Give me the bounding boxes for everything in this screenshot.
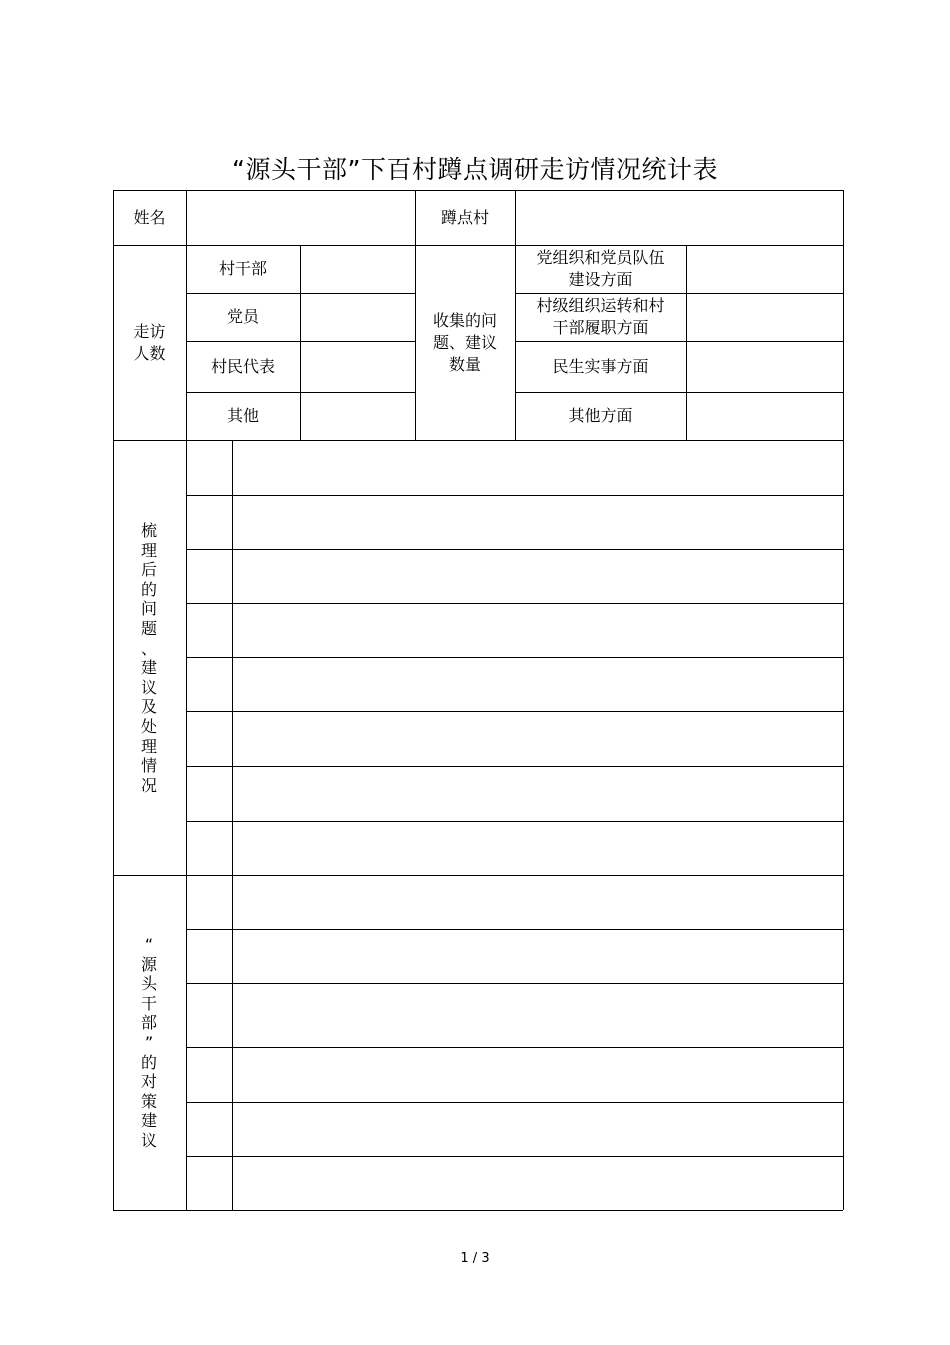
vertical-label-char: ”	[144, 1032, 154, 1052]
table-row-line	[186, 711, 843, 712]
visit-row-label-other: 其他	[226, 406, 259, 425]
section-issues-label	[137, 521, 161, 795]
table-row-line	[186, 495, 843, 496]
vertical-label-char: 问	[140, 599, 157, 619]
vertical-label-char: 的	[140, 579, 157, 599]
vertical-label-char: 理	[140, 540, 157, 560]
vertical-label-char: 议	[140, 1130, 157, 1150]
vertical-label-char: 头	[140, 974, 157, 994]
aspect-count-cell[interactable]	[686, 293, 843, 341]
visit-count-cell[interactable]	[300, 392, 415, 440]
visit-count-cell[interactable]	[300, 293, 415, 341]
visit-row-label-party-member: 党员	[226, 307, 259, 326]
vertical-label-char: 况	[140, 775, 157, 795]
aspect-livelihood: 民生实事方面	[552, 356, 649, 376]
vertical-label-char: 部	[140, 1013, 157, 1033]
page-number: 1 / 3	[460, 1251, 490, 1266]
vertical-label-char: 建	[140, 1111, 157, 1131]
aspect-label-line1: 党组织和党员队伍	[536, 248, 665, 267]
issues-group-label	[415, 245, 515, 440]
table-row-line	[186, 983, 843, 984]
visit-row-label-villager-rep: 村民代表	[210, 356, 275, 376]
aspect-label-line1: 村级组织运转和村	[536, 296, 665, 315]
table-row-line	[186, 549, 843, 550]
aspect-label-line2: 干部履职方面	[552, 318, 649, 337]
name-value-cell[interactable]	[186, 190, 415, 245]
issues-group-label-line1: 收集的问	[432, 310, 497, 330]
table-row-line	[186, 1102, 843, 1103]
aspect-count-cell[interactable]	[686, 392, 843, 440]
issues-group-label-line2: 题、建议	[432, 332, 497, 352]
vertical-label-char: 源	[140, 954, 157, 974]
table-row-line	[113, 875, 843, 876]
vertical-label-char: 理	[140, 736, 157, 756]
name-label: 姓名	[133, 207, 166, 227]
table-row-line	[113, 440, 843, 441]
visits-group-label-line2: 人数	[133, 343, 166, 363]
vertical-label-char: 情	[140, 756, 157, 776]
table-row-line	[186, 657, 843, 658]
vertical-label-char: 对	[140, 1072, 157, 1092]
vertical-label-char: 后	[140, 560, 157, 580]
table-row-line	[186, 766, 843, 767]
village-value-cell[interactable]	[515, 190, 843, 245]
village-label: 蹲点村	[440, 207, 489, 227]
table-row-line	[186, 1156, 843, 1157]
vertical-label-char: 处	[140, 716, 157, 736]
aspect-count-cell[interactable]	[686, 245, 843, 293]
table-row-line	[186, 821, 843, 822]
vertical-label-char: 策	[140, 1091, 157, 1111]
table-row-line	[186, 1047, 843, 1048]
page-title: “源头干部”下百村蹲点调研走访情况统计表	[232, 155, 718, 184]
vertical-label-char: 及	[140, 697, 157, 717]
vertical-label-char: 干	[140, 993, 157, 1013]
table-row-line	[186, 603, 843, 604]
visits-group-label	[113, 245, 186, 440]
table-border-bottom	[113, 1210, 843, 1211]
aspect-label-line2: 建设方面	[568, 270, 633, 289]
vertical-label-char: 的	[140, 1052, 157, 1072]
visits-group-label-line1: 走访	[133, 321, 166, 341]
table-border-right	[843, 190, 844, 1210]
vertical-label-char: 梳	[140, 521, 157, 540]
visit-row-label-village-cadre: 村干部	[218, 259, 267, 278]
vertical-label-char: 议	[140, 677, 157, 697]
aspect-party-building	[515, 245, 686, 293]
vertical-label-char: 题	[140, 618, 157, 638]
table-row-line	[186, 929, 843, 930]
vertical-label-char: “	[144, 935, 154, 954]
vertical-label-char: 建	[140, 658, 157, 678]
table-col-line	[232, 440, 233, 1210]
visit-count-cell[interactable]	[300, 341, 415, 392]
issues-group-label-line3: 数量	[448, 354, 481, 374]
section-suggestions-label	[137, 935, 161, 1151]
aspect-other: 其他方面	[568, 406, 633, 425]
visit-count-cell[interactable]	[300, 245, 415, 293]
aspect-count-cell[interactable]	[686, 341, 843, 392]
aspect-village-operation	[515, 293, 686, 341]
vertical-label-char: 、	[140, 638, 157, 658]
